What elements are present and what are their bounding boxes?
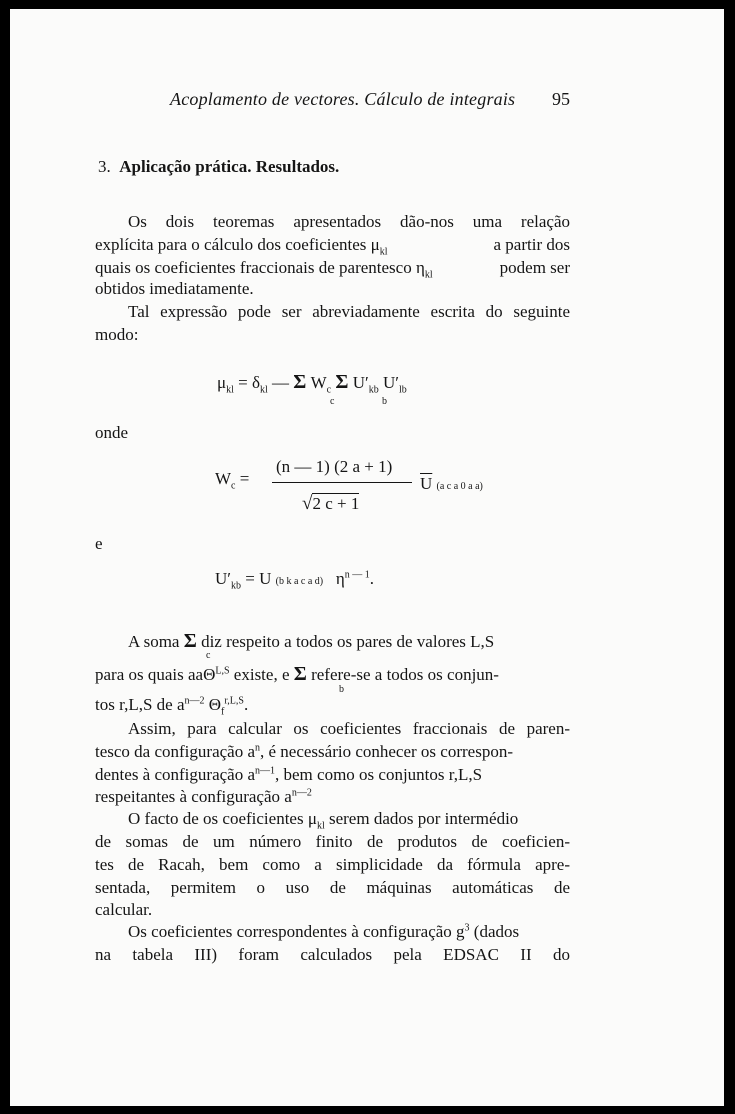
formula-mu: $\mu_{kl} = \delta_{kl}$ — Σ $W_c$ Σ $U'_{kb}$ $U'_{lb}$ bbox=[217, 371, 407, 396]
text-line: para os quais aaΘ$^{L,S}$ existe, e Σ refere-se a todos os conjun- bbox=[95, 663, 499, 685]
text-line: onde bbox=[95, 423, 129, 442]
formula-under-b: b bbox=[382, 396, 387, 407]
text-line: respeitantes à configuração $a^{n—2}$ bbox=[95, 787, 312, 806]
formula-under-c: c bbox=[206, 650, 211, 661]
page-number: 95 bbox=[552, 89, 570, 109]
section-number: 3. bbox=[98, 157, 111, 176]
section-title: Aplicação prática. Resultados. bbox=[119, 157, 340, 176]
text-line: e bbox=[95, 534, 103, 553]
running-title: Acoplamento de vectores. Cálculo de integrais bbox=[170, 89, 516, 109]
text-line-part: a partir dos bbox=[493, 235, 570, 254]
text-line: tes de Racah, bem como a simplicidade da fórmula apre- bbox=[95, 855, 570, 874]
text-line: tesco da configuração $a^n$, é necessário conhecer os correspon- bbox=[95, 742, 513, 761]
text-line: tos r,L,S de $a^{n—2}$ $\Theta_f^{r,L,S}$. bbox=[95, 695, 249, 718]
text-line-part: quais os coeficientes fraccionais de parentesco η bbox=[95, 258, 425, 277]
formula-u-prime: $U'_{kb} = U$ (b k a c a d) $\eta^{n — 1}$. bbox=[215, 569, 374, 592]
formula-u-bar: $\overline{U}$ (a c a 0 a a) bbox=[420, 474, 483, 493]
text-line: Assim, para calcular os coeficientes fraccionais de paren- bbox=[128, 719, 570, 738]
text-line: de somas de um número finito de produtos de coeficien- bbox=[95, 832, 570, 851]
section-heading bbox=[98, 157, 339, 177]
text-line: calcular. bbox=[95, 900, 153, 919]
formula-under-b: b bbox=[339, 684, 344, 695]
fraction-line bbox=[272, 482, 412, 483]
text-line: dentes à configuração $a^{n—1}$, bem como os conjuntos r,L,S bbox=[95, 765, 483, 784]
formula-w: $W_c$ = bbox=[215, 469, 250, 492]
text-line: obtidos imediatamente. bbox=[95, 279, 254, 298]
text-line: Os coeficientes correspondentes à configuração $g^3$ (dados bbox=[128, 922, 520, 941]
text-line: explícita para o cálculo dos coeficientes $\mu_{kl}$ a partir dos bbox=[95, 235, 570, 258]
text-line: O facto de os coeficientes $\mu_{kl}$ serem dados por intermédio bbox=[128, 809, 519, 832]
text-line: modo: bbox=[95, 325, 139, 344]
text-line: sentada, permitem o uso de máquinas automáticas de bbox=[95, 878, 570, 897]
formula-numerator: (n — 1) (2 a + 1) bbox=[276, 457, 393, 476]
text-line: quais os coeficientes fraccionais de parentesco $\eta_{kl}$ podem ser bbox=[95, 258, 570, 281]
formula-denominator: √2 c + 1 bbox=[302, 493, 360, 514]
page bbox=[10, 9, 724, 1106]
formula-under-c: c bbox=[330, 396, 335, 407]
text-line-part: podem ser bbox=[499, 258, 570, 277]
text-line-part: explícita para o cálculo dos coeficientes μ bbox=[95, 235, 380, 254]
text-line: A soma Σ diz respeito a todos os pares de valores L,S bbox=[128, 630, 495, 652]
text-line: Tal expressão pode ser abreviadamente escrita do seguinte bbox=[128, 302, 570, 321]
text-line: Os dois teoremas apresentados dão-nos uma relação bbox=[128, 212, 570, 231]
text-line: na tabela III) foram calculados pela EDSAC II do bbox=[95, 945, 570, 964]
